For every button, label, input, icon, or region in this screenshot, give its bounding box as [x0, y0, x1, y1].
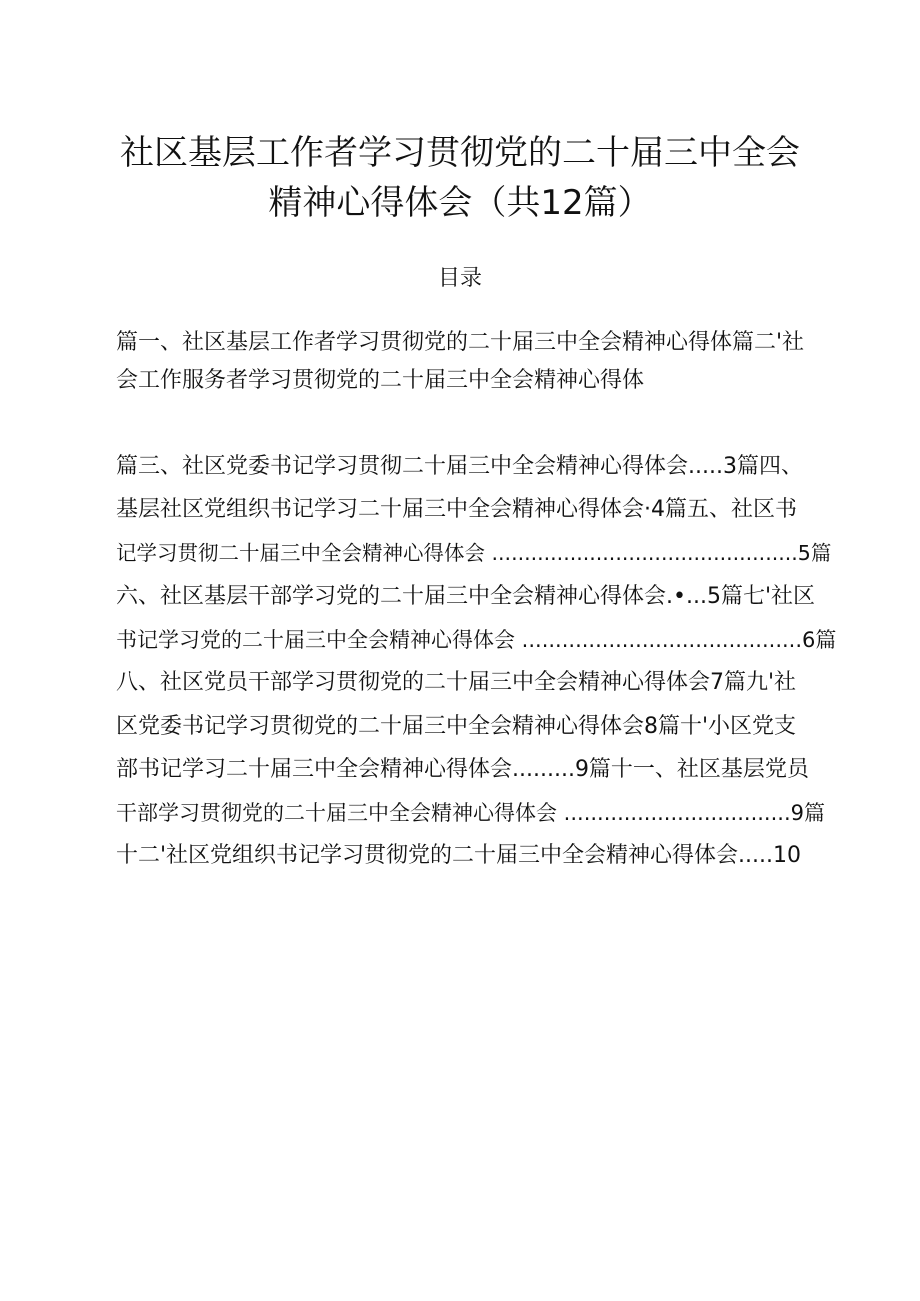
toc-line: 八、社区党员干部学习贯彻党的二十届三中全会精神心得体会7篇九'社 — [116, 670, 797, 695]
toc-line: 篇一、社区基层工作者学习贯彻党的二十届三中全会精神心得体篇二'社 — [116, 330, 805, 355]
toc-line: 篇三、社区党委书记学习贯彻二十届三中全会精神心得体会.....3篇四、 — [116, 454, 803, 479]
document-title-line-2: 精神心得体会（共12篇） — [268, 183, 652, 223]
toc-line: 区党委书记学习贯彻党的二十届三中全会精神心得体会8篇十'小区党支 — [116, 714, 797, 739]
toc-line: 基层社区党组织书记学习二十届三中全会精神心得体会·4篇五、社区书 — [116, 497, 797, 522]
toc-line: 六、社区基层干部学习党的二十届三中全会精神心得体会.•...5篇七'社区 — [116, 584, 815, 609]
toc-line: 记学习贯彻二十届三中全会精神心得体会 ...............................................5篇 — [116, 541, 832, 565]
toc-line: 部书记学习二十届三中全会精神心得体会.........9篇十一、社区基层党员 — [116, 757, 809, 782]
toc-line: 会工作服务者学习贯彻党的二十届三中全会精神心得体 — [116, 368, 645, 393]
toc-line: 书记学习党的二十届三中全会精神心得体会 ..........................................6篇 — [116, 628, 837, 652]
toc-line: 十二'社区党组织书记学习贯彻党的二十届三中全会精神心得体会.....10 — [116, 843, 802, 868]
document-title-line-1: 社区基层工作者学习贯彻党的二十届三中全会 — [120, 133, 800, 173]
toc-heading: 目录 — [437, 266, 482, 291]
toc-line: 干部学习贯彻党的二十届三中全会精神心得体会 ..................................9篇 — [116, 801, 825, 825]
